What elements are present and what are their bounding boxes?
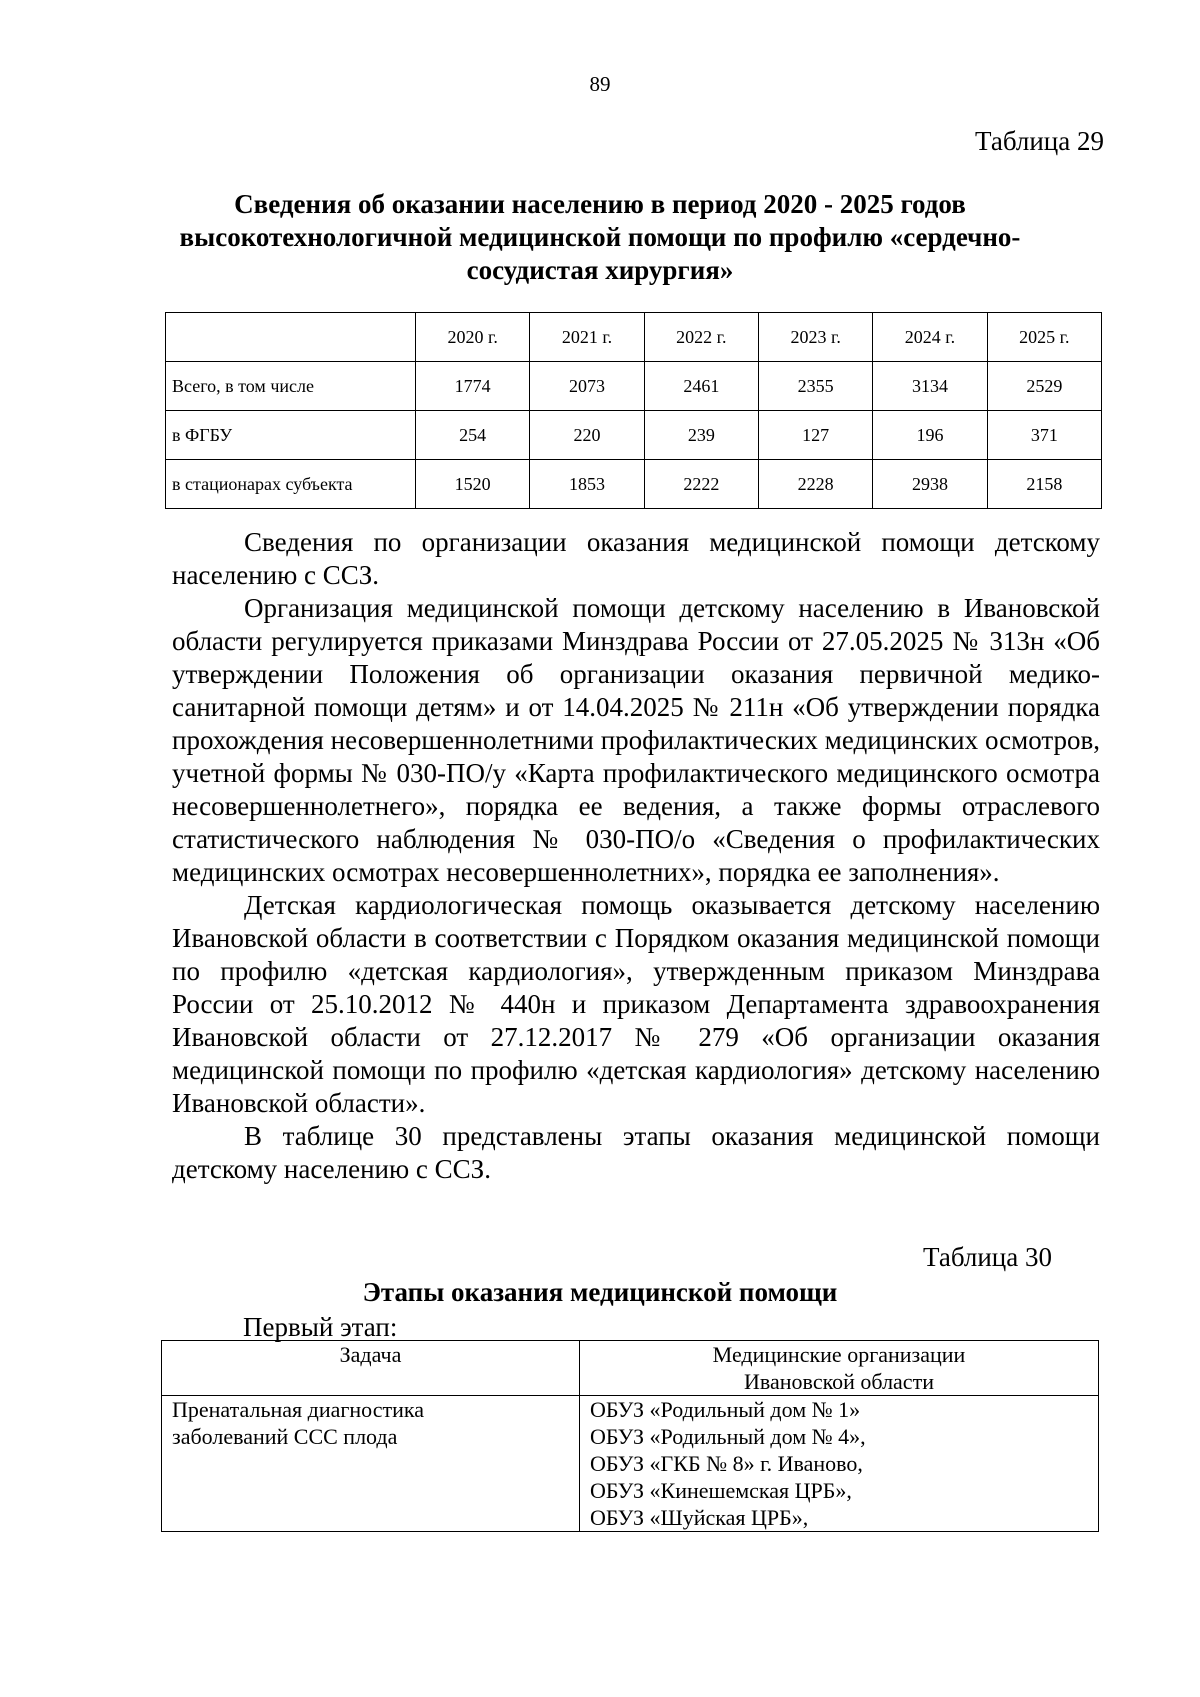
- paragraph: Сведения по организации оказания медицинской помощи детскому населению с ССЗ.: [172, 527, 1100, 590]
- table29-cell: 1774: [416, 362, 530, 411]
- stage-label: Первый этап:: [243, 1312, 398, 1342]
- table29-cell: 2073: [530, 362, 644, 411]
- table29-row-label: в стационарах субъекта: [166, 460, 416, 509]
- table30-header-row: [162, 1341, 1099, 1396]
- paragraph: Детская кардиологическая помощь оказывается детскому населению Ивановской области в соответствии с Порядком оказания медицинской помощи по профилю «детская кардиология», утвержденным приказом Минздрава России от 25.10.2012 № 440н и приказом Департамента здравоохранения Ивановской области от 27.12.2017 № 279 «Об организации оказания медицинской помощи по профилю «детская кардиология» детскому населению Ивановской области».: [172, 890, 1100, 1118]
- body-text: [172, 526, 1100, 1186]
- table-row: [166, 411, 1102, 460]
- table30-task-line: заболеваний ССС плода: [172, 1424, 398, 1449]
- table30-orgs-cell: [580, 1396, 1099, 1532]
- org-item: ОБУЗ «Шуйская ЦРБ»,: [590, 1505, 809, 1530]
- table30-task-line: Пренатальная диагностика: [172, 1397, 424, 1422]
- table29-cell: 1520: [416, 460, 530, 509]
- table29-cell: 2355: [758, 362, 872, 411]
- table29-header-row: [166, 313, 1102, 362]
- table29-title-line: сосудистая хирургия»: [466, 255, 734, 285]
- table29-title: [150, 188, 1050, 287]
- paragraph: В таблице 30 представлены этапы оказания медицинской помощи детскому населению с ССЗ.: [172, 1121, 1100, 1184]
- org-item: ОБУЗ «Родильный дом № 1»: [590, 1397, 861, 1422]
- table29-cell: 254: [416, 411, 530, 460]
- table29-column-header: 2024 г.: [873, 313, 987, 362]
- table29-column-header: 2021 г.: [530, 313, 644, 362]
- page-number: 89: [589, 72, 611, 96]
- org-item: ОБУЗ «Родильный дом № 4»,: [590, 1424, 866, 1449]
- table-row: [166, 362, 1102, 411]
- table30-title: Этапы оказания медицинской помощи: [362, 1277, 838, 1307]
- table30-task-header: Задача: [162, 1341, 580, 1396]
- table29-cell: 1853: [530, 460, 644, 509]
- table29-cell: 2222: [644, 460, 758, 509]
- table29-column-header: 2020 г.: [416, 313, 530, 362]
- table29-column-header: 2025 г.: [987, 313, 1101, 362]
- table29-cell: 127: [758, 411, 872, 460]
- org-item: ОБУЗ «Кинешемская ЦРБ»,: [590, 1478, 852, 1503]
- table29-cell: 2461: [644, 362, 758, 411]
- table30-label: Таблица 30: [923, 1242, 1052, 1272]
- table29-cell: 2158: [987, 460, 1101, 509]
- table29-cell: 2529: [987, 362, 1101, 411]
- table30-orgs-header-line: Ивановской области: [744, 1369, 934, 1394]
- table29-label: Таблица 29: [975, 126, 1104, 156]
- table29-row-label: в ФГБУ: [166, 411, 416, 460]
- table-row: [162, 1396, 1099, 1532]
- table29-column-header: 2023 г.: [758, 313, 872, 362]
- paragraph: Организация медицинской помощи детскому населению в Ивановской области регулируется приказами Минздрава России от 27.05.2025 № 313н «Об утверждении Положения об организации оказания первичной медико-санитарной помощи детям» и от 14.04.2025 № 211н «Об утверждении порядка прохождения несовершеннолетними профилактических медицинских осмотров, учетной формы № 030-ПО/у «Карта профилактического медицинского осмотра несовершеннолетнего», порядка ее ведения, а также формы отраслевого статистического наблюдения № 030-ПО/о «Сведения о профилактических медицинских осмотрах несовершеннолетних», порядка ее заполнения».: [172, 593, 1100, 887]
- table29-cell: 220: [530, 411, 644, 460]
- table29-column-header: 2022 г.: [644, 313, 758, 362]
- table29-cell: 2938: [873, 460, 987, 509]
- table29-corner-cell: [166, 313, 416, 362]
- table30-orgs-header-line: Медицинские организации: [712, 1342, 966, 1367]
- table30-orgs-header: [580, 1341, 1099, 1396]
- table29-row-label: Всего, в том числе: [166, 362, 416, 411]
- table29: [165, 312, 1102, 509]
- org-item: ОБУЗ «ГКБ № 8» г. Иваново,: [590, 1451, 863, 1476]
- table29-cell: 3134: [873, 362, 987, 411]
- table29-cell: 371: [987, 411, 1101, 460]
- table29-cell: 239: [644, 411, 758, 460]
- table29-title-line: Сведения об оказании населению в период 2020 - 2025 годов: [234, 189, 966, 219]
- table-row: [166, 460, 1102, 509]
- table30-task-cell: [162, 1396, 580, 1532]
- table30: [161, 1340, 1099, 1532]
- table29-cell: 196: [873, 411, 987, 460]
- table29-cell: 2228: [758, 460, 872, 509]
- table29-title-line: высокотехнологичной медицинской помощи по профилю «сердечно-: [179, 222, 1021, 252]
